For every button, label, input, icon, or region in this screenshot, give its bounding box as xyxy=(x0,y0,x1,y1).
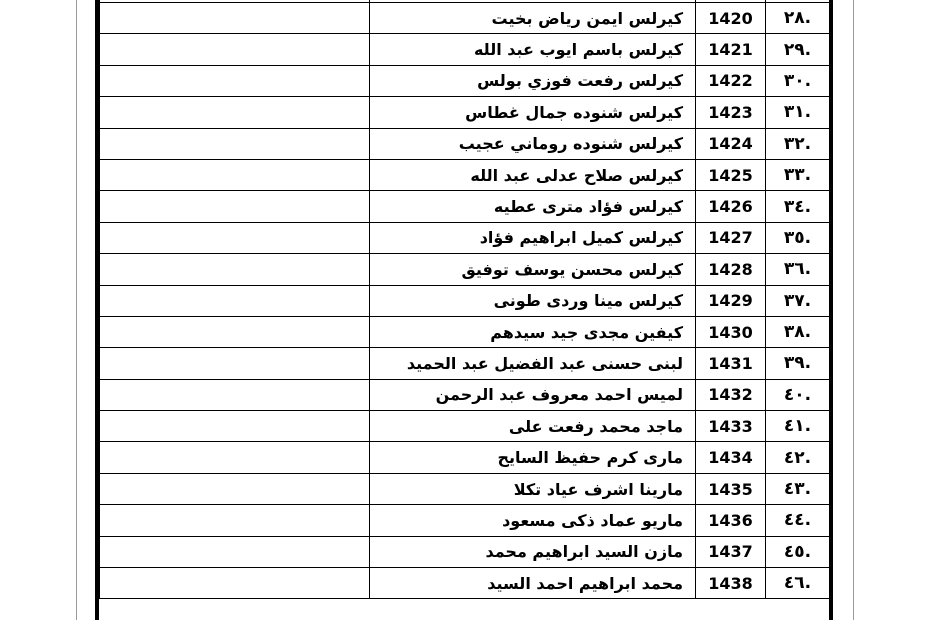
table-row xyxy=(100,505,830,536)
row-index: .٣٤ xyxy=(766,191,830,222)
row-code: 1436 xyxy=(696,505,766,536)
row-index: .٤٦ xyxy=(766,568,830,599)
row-name: كيرلس محسن يوسف توفيق xyxy=(370,254,696,285)
row-name: لبنى حسنى عبد الفضيل عبد الحميد xyxy=(370,348,696,379)
row-blank-cell xyxy=(100,536,370,567)
row-index: .٣٣ xyxy=(766,159,830,190)
table-row xyxy=(100,568,830,599)
row-index: .٤٥ xyxy=(766,536,830,567)
row-index: .٣٨ xyxy=(766,316,830,347)
row-index: .٣٠ xyxy=(766,65,830,96)
row-name: كيرلس فؤاد مترى عطيه xyxy=(370,191,696,222)
row-blank-cell xyxy=(100,348,370,379)
row-index: .٣١ xyxy=(766,97,830,128)
row-name: ماريو عماد ذكى مسعود xyxy=(370,505,696,536)
row-code: 1427 xyxy=(696,222,766,253)
row-code: 1430 xyxy=(696,316,766,347)
table-row xyxy=(100,254,830,285)
row-name: كيفين مجدى جيد سيدهم xyxy=(370,316,696,347)
table-row xyxy=(100,3,830,34)
row-index: .٤٢ xyxy=(766,442,830,473)
row-blank-cell xyxy=(100,191,370,222)
row-code: 1422 xyxy=(696,65,766,96)
row-blank-cell xyxy=(100,442,370,473)
table-row xyxy=(100,411,830,442)
row-blank-cell xyxy=(100,222,370,253)
row-blank-cell xyxy=(100,285,370,316)
student-table xyxy=(99,0,830,599)
row-blank-cell xyxy=(100,568,370,599)
row-blank-cell xyxy=(100,97,370,128)
row-code: 1434 xyxy=(696,442,766,473)
row-name: كيرلس رفعت فوزي بولس xyxy=(370,65,696,96)
row-code: 1423 xyxy=(696,97,766,128)
row-blank-cell xyxy=(100,3,370,34)
row-code: 1428 xyxy=(696,254,766,285)
row-index: .٣٧ xyxy=(766,285,830,316)
table-row xyxy=(100,442,830,473)
row-index: .٣٦ xyxy=(766,254,830,285)
row-code: 1421 xyxy=(696,34,766,65)
table-row xyxy=(100,191,830,222)
row-name: كيرلس باسم ايوب عبد الله xyxy=(370,34,696,65)
row-blank-cell xyxy=(100,65,370,96)
row-index: .٤١ xyxy=(766,411,830,442)
row-index: .٢٨ xyxy=(766,3,830,34)
table-row xyxy=(100,34,830,65)
table-row xyxy=(100,65,830,96)
student-list-table xyxy=(95,0,833,620)
row-name: كيرلس شنوده روماني عجيب xyxy=(370,128,696,159)
row-index: .٤٣ xyxy=(766,473,830,504)
row-blank-cell xyxy=(100,505,370,536)
table-row xyxy=(100,536,830,567)
row-blank-cell xyxy=(100,379,370,410)
row-blank-cell xyxy=(100,128,370,159)
row-name: كيرلس كميل ابراهيم فؤاد xyxy=(370,222,696,253)
row-blank-cell xyxy=(100,254,370,285)
row-name: محمد ابراهيم احمد السيد xyxy=(370,568,696,599)
table-row xyxy=(100,473,830,504)
row-code: 1424 xyxy=(696,128,766,159)
row-code: 1426 xyxy=(696,191,766,222)
row-name: مارينا اشرف عياد تكلا xyxy=(370,473,696,504)
table-row xyxy=(100,159,830,190)
row-blank-cell xyxy=(100,411,370,442)
table-row xyxy=(100,222,830,253)
row-blank-cell xyxy=(100,34,370,65)
row-code: 1438 xyxy=(696,568,766,599)
row-name: مازن السيد ابراهيم محمد xyxy=(370,536,696,567)
row-index: .٤٤ xyxy=(766,505,830,536)
row-blank-cell xyxy=(100,316,370,347)
row-code: 1435 xyxy=(696,473,766,504)
table-row xyxy=(100,128,830,159)
row-name: ماجد محمد رفعت على xyxy=(370,411,696,442)
table-row xyxy=(100,285,830,316)
row-name: كيرلس ايمن رياض بخيت xyxy=(370,3,696,34)
row-name: مارى كرم حفيظ السايح xyxy=(370,442,696,473)
row-index: .٣٩ xyxy=(766,348,830,379)
table-row xyxy=(100,97,830,128)
row-code: 1433 xyxy=(696,411,766,442)
table-row xyxy=(100,316,830,347)
row-index: .٢٩ xyxy=(766,34,830,65)
row-index: .٣٥ xyxy=(766,222,830,253)
row-blank-cell xyxy=(100,159,370,190)
row-code: 1425 xyxy=(696,159,766,190)
row-name: لميس احمد معروف عبد الرحمن xyxy=(370,379,696,410)
row-code: 1431 xyxy=(696,348,766,379)
row-code: 1420 xyxy=(696,3,766,34)
table-row xyxy=(100,379,830,410)
row-name: كيرلس مينا وردى طونى xyxy=(370,285,696,316)
table-row xyxy=(100,348,830,379)
row-name: كيرلس شنوده جمال غطاس xyxy=(370,97,696,128)
row-code: 1429 xyxy=(696,285,766,316)
row-code: 1437 xyxy=(696,536,766,567)
row-index: .٣٢ xyxy=(766,128,830,159)
row-code: 1432 xyxy=(696,379,766,410)
row-index: .٤٠ xyxy=(766,379,830,410)
row-name: كيرلس صلاح عدلى عبد الله xyxy=(370,159,696,190)
row-blank-cell xyxy=(100,473,370,504)
table-body xyxy=(100,0,830,599)
